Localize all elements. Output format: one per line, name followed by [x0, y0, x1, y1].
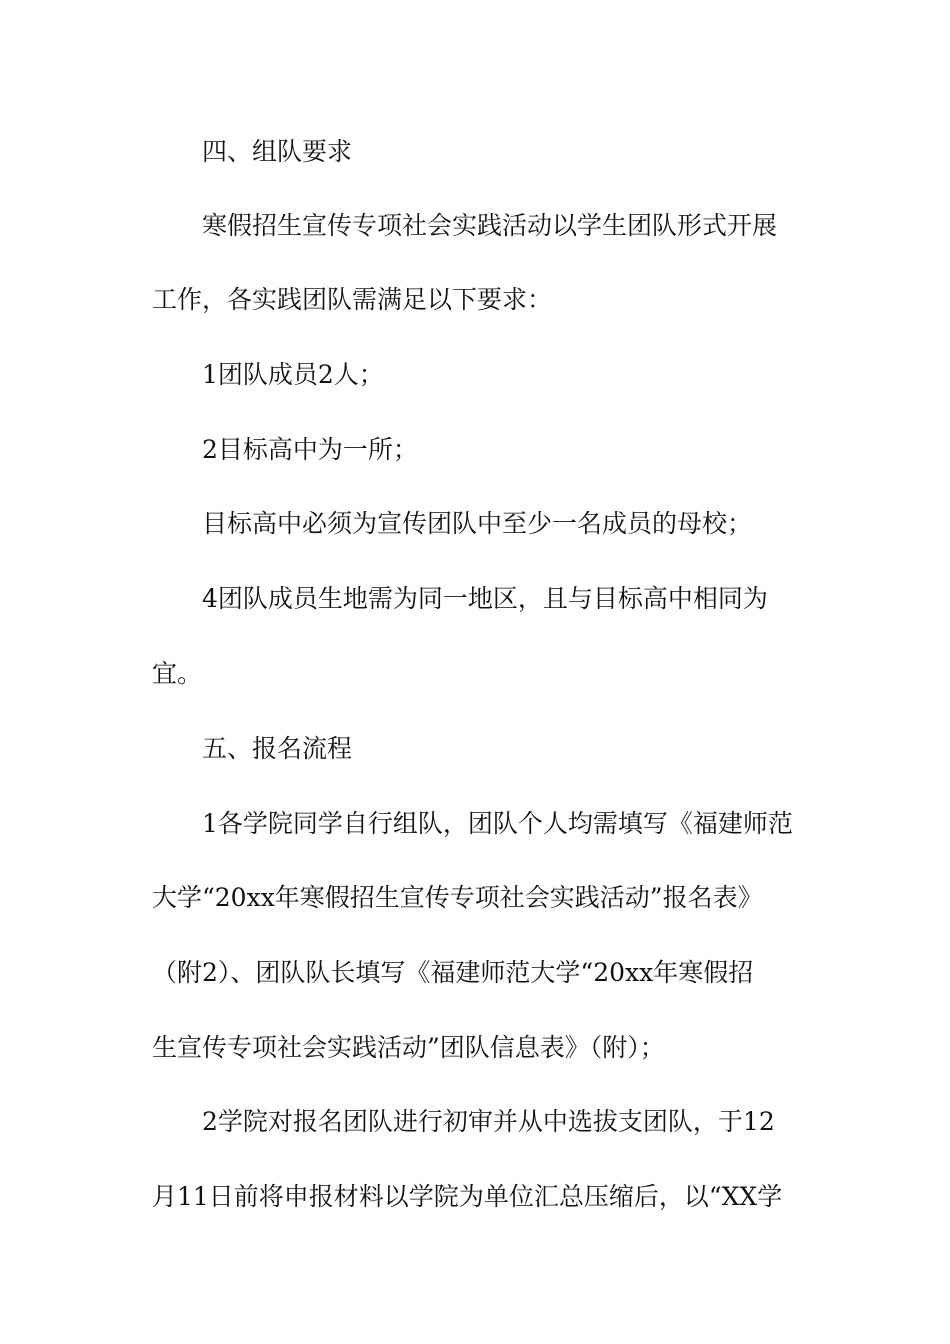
list-item-line: 宜。 [152, 659, 203, 688]
section-heading-registration-process: 五、报名流程 [202, 734, 353, 763]
list-item-line: 月11日前将申报材料以学院为单位汇总压缩后，以“XX学 [152, 1182, 783, 1211]
list-item-line: 生宣传专项社会实践活动”团队信息表》（附）； [152, 1033, 665, 1062]
list-item-line: （附2）、团队队长填写《福建师范大学“20xx年寒假招 [152, 958, 754, 987]
list-item-line: 2学院对报名团队进行初审并从中选拔支团队，于12 [202, 1107, 775, 1136]
list-item-line: 2目标高中为一所； [202, 435, 418, 464]
section-heading-team-requirements: 四、组队要求 [202, 137, 353, 166]
list-item-line: 1团队成员2人； [202, 360, 384, 389]
list-item-line: 4团队成员生地需为同一地区，且与目标高中相同为 [202, 584, 768, 613]
list-item-line: 大学“20xx年寒假招生宣传专项社会实践活动”报名表》 [152, 883, 763, 912]
list-item-line: 目标高中必须为宣传团队中至少一名成员的母校； [202, 509, 753, 538]
list-item-line: 1各学院同学自行组队，团队个人均需填写《福建师范 [202, 809, 793, 838]
paragraph-line: 工作，各实践团队需满足以下要求： [152, 285, 553, 314]
paragraph-line: 寒假招生宣传专项社会实践活动以学生团队形式开展 [202, 211, 778, 240]
